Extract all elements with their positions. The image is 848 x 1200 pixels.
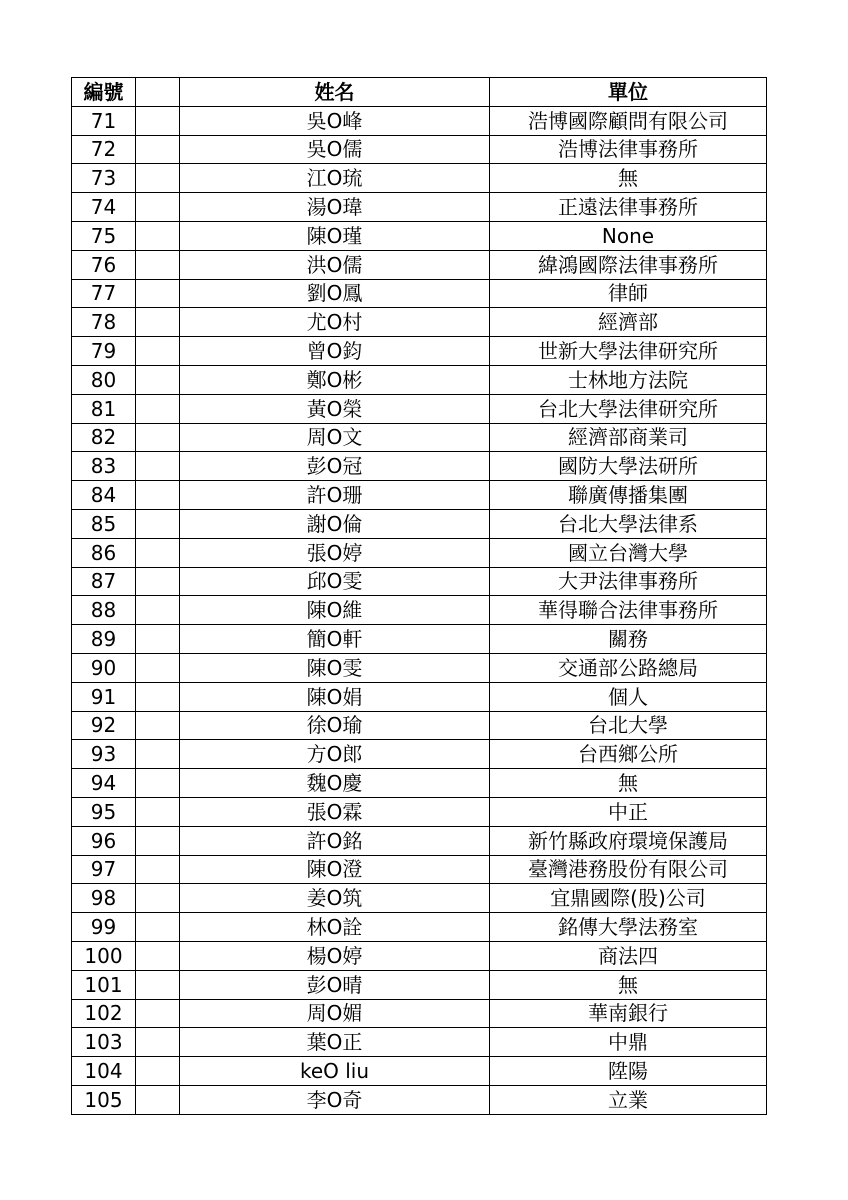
blank-cell — [136, 308, 180, 337]
row-number: 74 — [72, 193, 136, 222]
blank-cell — [136, 884, 180, 913]
row-number: 82 — [72, 423, 136, 452]
blank-cell — [136, 135, 180, 164]
blank-cell — [136, 1028, 180, 1057]
unit-cell: 國立台灣大學 — [490, 538, 767, 567]
unit-cell: 中鼎 — [490, 1028, 767, 1057]
unit-cell: 無 — [490, 970, 767, 999]
table-row — [72, 653, 767, 682]
name-cell: 楊O婷 — [180, 941, 490, 970]
row-number: 84 — [72, 481, 136, 510]
name-cell: 葉O正 — [180, 1028, 490, 1057]
name-cell: 陳O雯 — [180, 653, 490, 682]
unit-cell: 浩博國際顧問有限公司 — [490, 106, 767, 135]
unit-cell: 台北大學 — [490, 711, 767, 740]
table-row — [72, 769, 767, 798]
row-number: 78 — [72, 308, 136, 337]
unit-cell: 交通部公路總局 — [490, 653, 767, 682]
table-row — [72, 711, 767, 740]
table-row — [72, 365, 767, 394]
table-row — [72, 135, 767, 164]
unit-cell: 正遠法律事務所 — [490, 193, 767, 222]
blank-cell — [136, 567, 180, 596]
blank-cell — [136, 999, 180, 1028]
table-row — [72, 913, 767, 942]
row-number: 98 — [72, 884, 136, 913]
blank-cell — [136, 826, 180, 855]
name-cell: 李O奇 — [180, 1085, 490, 1114]
blank-cell — [136, 653, 180, 682]
row-number: 87 — [72, 567, 136, 596]
blank-cell — [136, 365, 180, 394]
name-cell: 黃O榮 — [180, 394, 490, 423]
table-row — [72, 941, 767, 970]
blank-cell — [136, 106, 180, 135]
blank-cell — [136, 625, 180, 654]
name-cell: 姜O筑 — [180, 884, 490, 913]
blank-cell — [136, 164, 180, 193]
name-cell: 簡O軒 — [180, 625, 490, 654]
blank-cell — [136, 855, 180, 884]
unit-cell: None — [490, 221, 767, 250]
unit-cell: 無 — [490, 164, 767, 193]
name-cell: 魏O慶 — [180, 769, 490, 798]
name-cell: 許O銘 — [180, 826, 490, 855]
row-number: 91 — [72, 682, 136, 711]
row-number: 96 — [72, 826, 136, 855]
table-row — [72, 538, 767, 567]
table-row — [72, 423, 767, 452]
blank-cell — [136, 797, 180, 826]
row-number: 103 — [72, 1028, 136, 1057]
unit-cell: 無 — [490, 769, 767, 798]
row-number: 85 — [72, 509, 136, 538]
unit-cell: 商法四 — [490, 941, 767, 970]
table-row — [72, 855, 767, 884]
blank-column-header — [136, 78, 180, 107]
unit-cell: 銘傳大學法務室 — [490, 913, 767, 942]
header-row — [72, 78, 767, 107]
row-number: 104 — [72, 1057, 136, 1086]
name-cell: 邱O雯 — [180, 567, 490, 596]
unit-cell: 關務 — [490, 625, 767, 654]
blank-cell — [136, 1085, 180, 1114]
unit-cell: 台北大學法律系 — [490, 509, 767, 538]
name-cell: 陳O維 — [180, 596, 490, 625]
table-row — [72, 797, 767, 826]
blank-cell — [136, 913, 180, 942]
blank-cell — [136, 740, 180, 769]
row-number: 100 — [72, 941, 136, 970]
row-number: 80 — [72, 365, 136, 394]
blank-cell — [136, 509, 180, 538]
unit-cell: 個人 — [490, 682, 767, 711]
unit-cell: 浩博法律事務所 — [490, 135, 767, 164]
blank-cell — [136, 337, 180, 366]
row-number: 101 — [72, 970, 136, 999]
table-row — [72, 337, 767, 366]
name-cell: 許O珊 — [180, 481, 490, 510]
blank-cell — [136, 711, 180, 740]
row-number: 75 — [72, 221, 136, 250]
row-number: 99 — [72, 913, 136, 942]
blank-cell — [136, 970, 180, 999]
table-row — [72, 567, 767, 596]
table-row — [72, 1085, 767, 1114]
blank-cell — [136, 769, 180, 798]
unit-cell: 律師 — [490, 279, 767, 308]
blank-cell — [136, 596, 180, 625]
blank-cell — [136, 250, 180, 279]
name-cell: 彭O冠 — [180, 452, 490, 481]
unit-cell: 經濟部商業司 — [490, 423, 767, 452]
row-number: 73 — [72, 164, 136, 193]
unit-cell: 世新大學法律研究所 — [490, 337, 767, 366]
table-row — [72, 740, 767, 769]
table-row — [72, 509, 767, 538]
blank-cell — [136, 452, 180, 481]
name-column-header: 姓名 — [180, 78, 490, 107]
blank-cell — [136, 394, 180, 423]
attendee-table — [71, 77, 767, 1115]
unit-cell: 士林地方法院 — [490, 365, 767, 394]
table-row — [72, 308, 767, 337]
blank-cell — [136, 538, 180, 567]
table-row — [72, 394, 767, 423]
table-row — [72, 682, 767, 711]
row-number: 83 — [72, 452, 136, 481]
row-number: 86 — [72, 538, 136, 567]
table-row — [72, 481, 767, 510]
name-cell: 周O文 — [180, 423, 490, 452]
blank-cell — [136, 279, 180, 308]
table-row — [72, 884, 767, 913]
name-cell: 尤O村 — [180, 308, 490, 337]
row-number: 90 — [72, 653, 136, 682]
unit-cell: 新竹縣政府環境保護局 — [490, 826, 767, 855]
table-row — [72, 1057, 767, 1086]
row-number: 79 — [72, 337, 136, 366]
unit-cell: 台北大學法律研究所 — [490, 394, 767, 423]
table-row — [72, 221, 767, 250]
name-cell: 彭O晴 — [180, 970, 490, 999]
name-cell: 陳O娟 — [180, 682, 490, 711]
table-row — [72, 596, 767, 625]
row-number: 76 — [72, 250, 136, 279]
name-cell: 周O媚 — [180, 999, 490, 1028]
number-column-header: 編號 — [72, 78, 136, 107]
blank-cell — [136, 941, 180, 970]
unit-cell: 華得聯合法律事務所 — [490, 596, 767, 625]
name-cell: keO liu — [180, 1057, 490, 1086]
name-cell: 陳O瑾 — [180, 221, 490, 250]
name-cell: 江O琉 — [180, 164, 490, 193]
name-cell: 洪O儒 — [180, 250, 490, 279]
table-row — [72, 999, 767, 1028]
name-cell: 張O婷 — [180, 538, 490, 567]
table-row — [72, 1028, 767, 1057]
unit-cell: 聯廣傳播集團 — [490, 481, 767, 510]
row-number: 81 — [72, 394, 136, 423]
unit-cell: 陞陽 — [490, 1057, 767, 1086]
blank-cell — [136, 682, 180, 711]
name-cell: 吳O儒 — [180, 135, 490, 164]
name-cell: 林O詮 — [180, 913, 490, 942]
table-row — [72, 625, 767, 654]
row-number: 105 — [72, 1085, 136, 1114]
name-cell: 徐O瑜 — [180, 711, 490, 740]
unit-cell: 大尹法律事務所 — [490, 567, 767, 596]
table-row — [72, 106, 767, 135]
name-cell: 吳O峰 — [180, 106, 490, 135]
table-row — [72, 193, 767, 222]
name-cell: 方O郎 — [180, 740, 490, 769]
unit-cell: 華南銀行 — [490, 999, 767, 1028]
table-row — [72, 279, 767, 308]
row-number: 93 — [72, 740, 136, 769]
row-number: 92 — [72, 711, 136, 740]
row-number: 88 — [72, 596, 136, 625]
blank-cell — [136, 423, 180, 452]
name-cell: 張O霖 — [180, 797, 490, 826]
unit-cell: 緯鴻國際法律事務所 — [490, 250, 767, 279]
name-cell: 謝O倫 — [180, 509, 490, 538]
name-cell: 鄭O彬 — [180, 365, 490, 394]
name-cell: 陳O澄 — [180, 855, 490, 884]
unit-cell: 立業 — [490, 1085, 767, 1114]
unit-cell: 宜鼎國際(股)公司 — [490, 884, 767, 913]
row-number: 102 — [72, 999, 136, 1028]
row-number: 95 — [72, 797, 136, 826]
unit-cell: 國防大學法研所 — [490, 452, 767, 481]
unit-column-header: 單位 — [490, 78, 767, 107]
row-number: 71 — [72, 106, 136, 135]
row-number: 77 — [72, 279, 136, 308]
unit-cell: 中正 — [490, 797, 767, 826]
row-number: 97 — [72, 855, 136, 884]
row-number: 72 — [72, 135, 136, 164]
name-cell: 湯O瑋 — [180, 193, 490, 222]
table-row — [72, 164, 767, 193]
blank-cell — [136, 193, 180, 222]
table-row — [72, 826, 767, 855]
table-row — [72, 970, 767, 999]
unit-cell: 臺灣港務股份有限公司 — [490, 855, 767, 884]
name-cell: 劉O鳳 — [180, 279, 490, 308]
unit-cell: 台西鄉公所 — [490, 740, 767, 769]
table-row — [72, 452, 767, 481]
unit-cell: 經濟部 — [490, 308, 767, 337]
name-cell: 曾O鈞 — [180, 337, 490, 366]
table-row — [72, 250, 767, 279]
row-number: 94 — [72, 769, 136, 798]
row-number: 89 — [72, 625, 136, 654]
blank-cell — [136, 221, 180, 250]
blank-cell — [136, 1057, 180, 1086]
blank-cell — [136, 481, 180, 510]
